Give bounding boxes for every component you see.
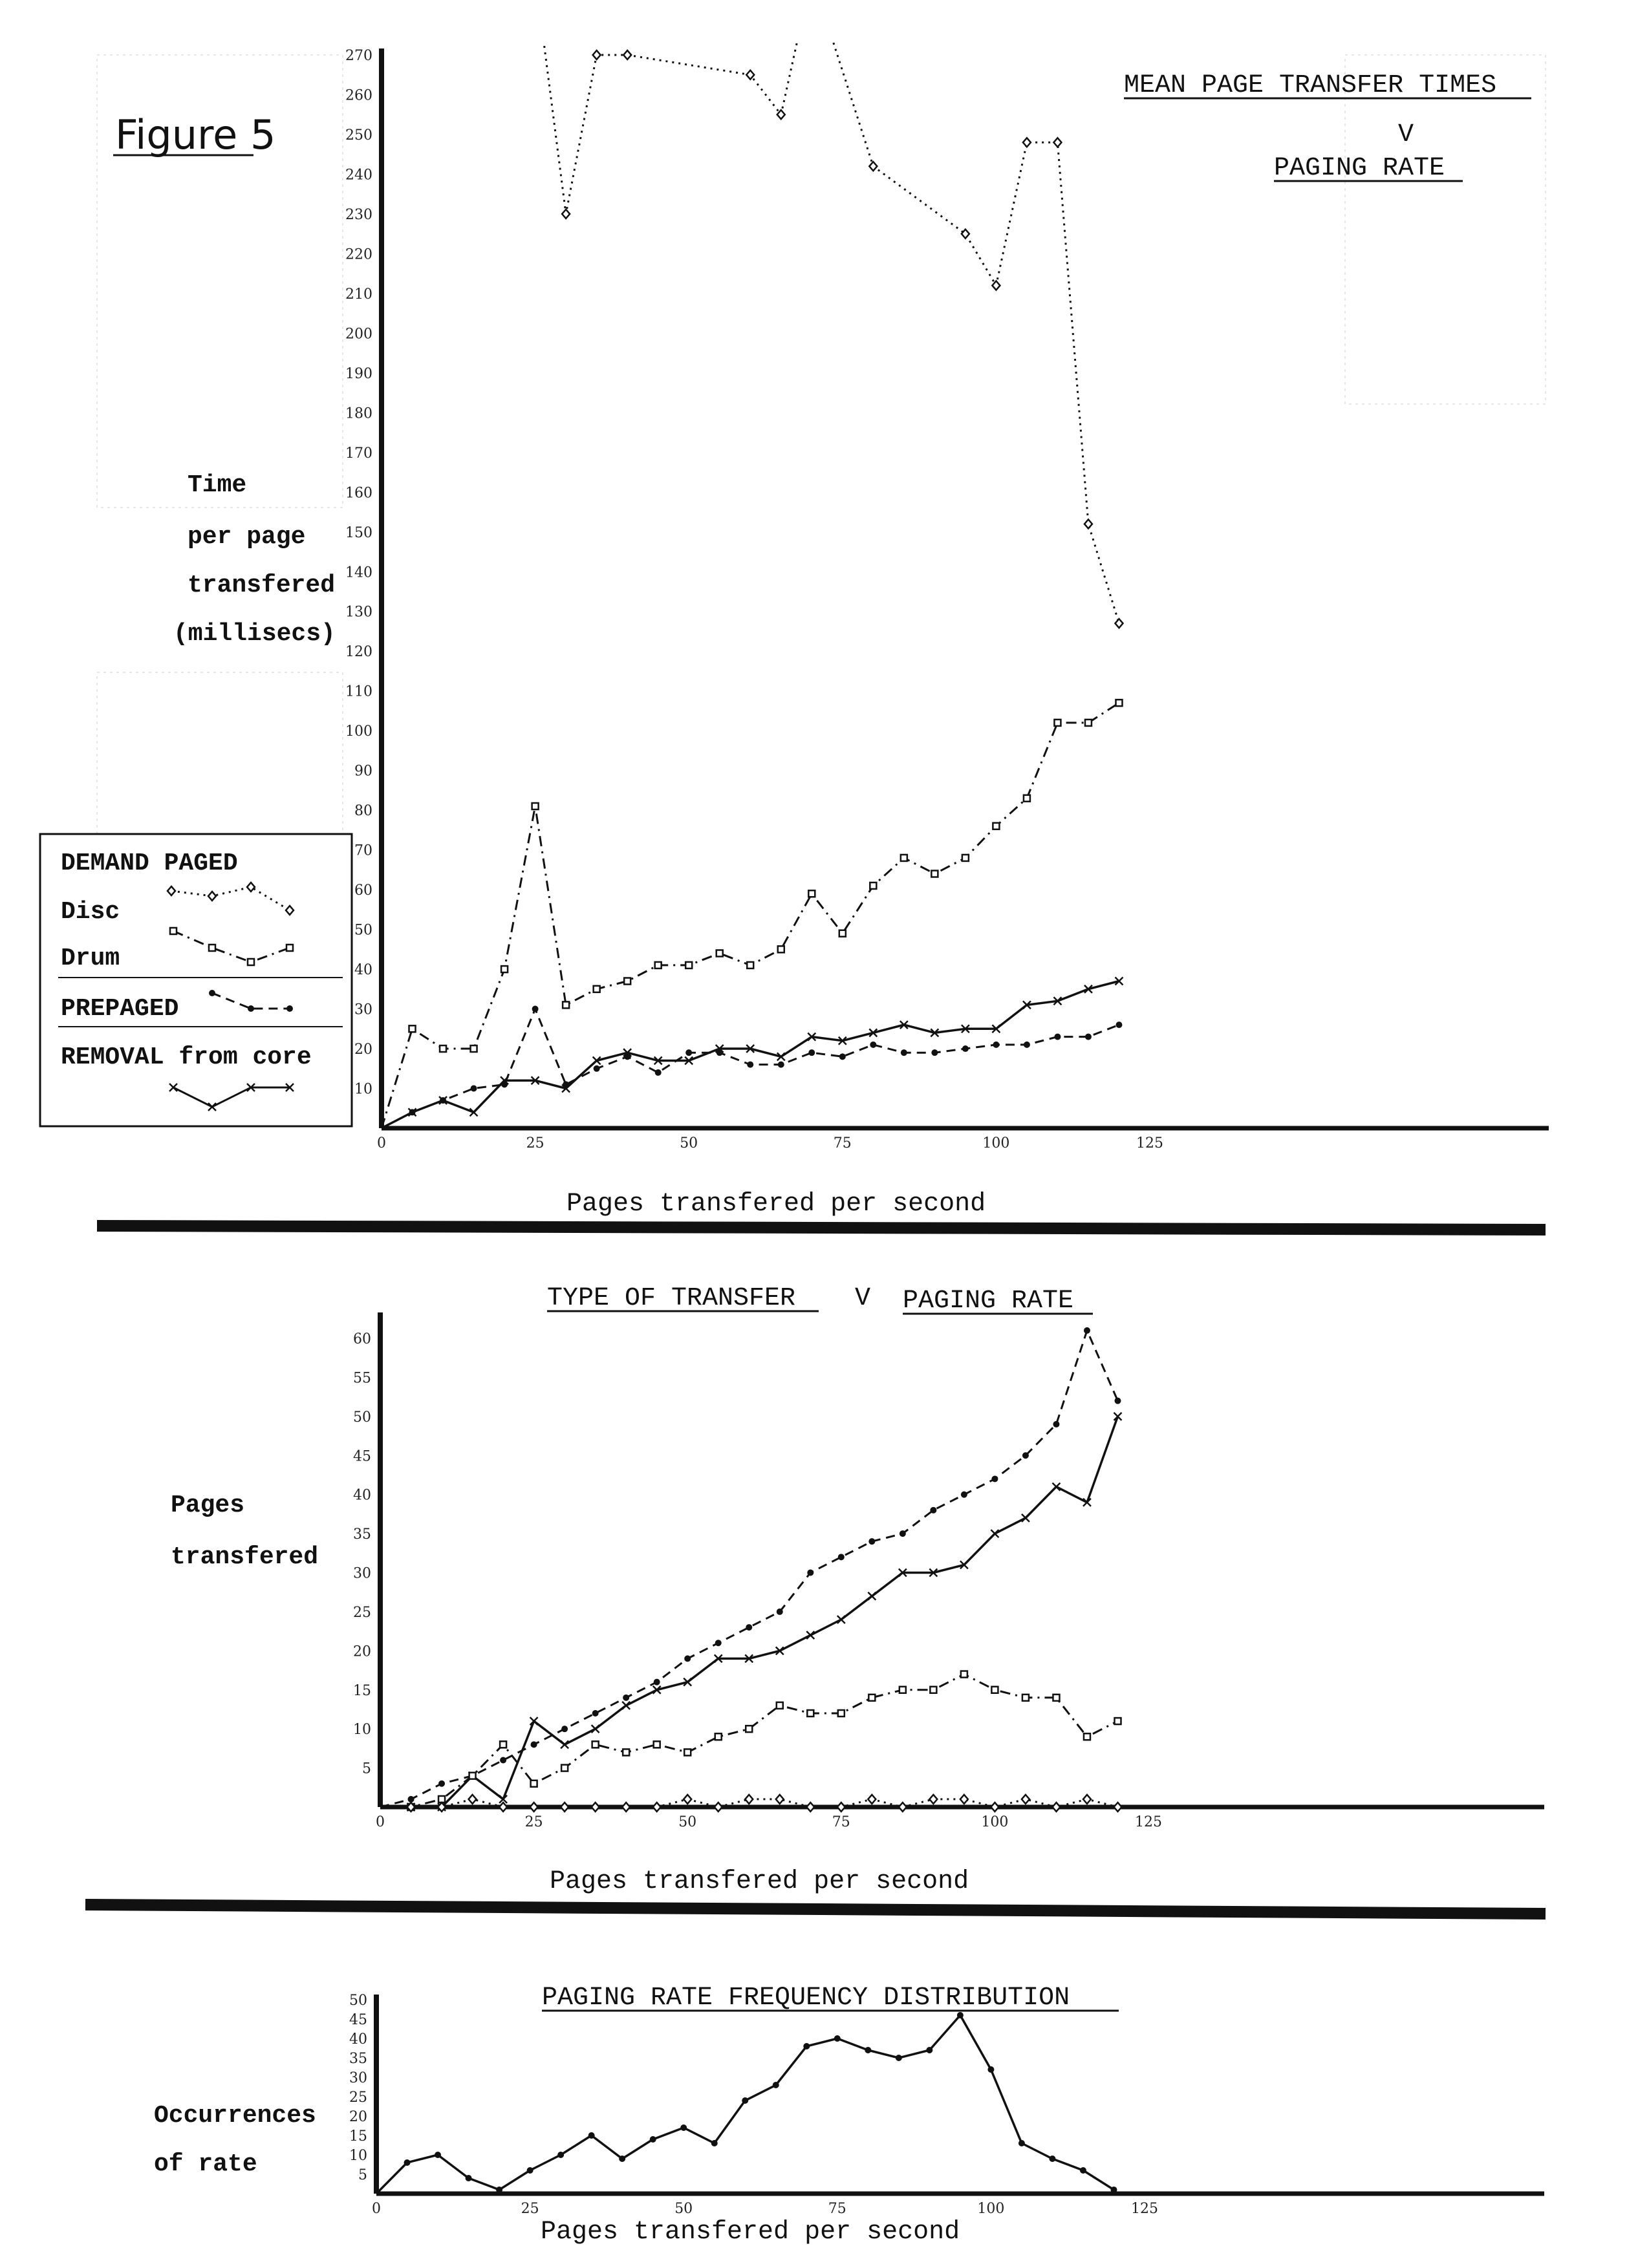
data-point (806, 1631, 814, 1639)
data-point (839, 930, 846, 937)
x-tick-label: 50 (674, 2201, 693, 2217)
data-point (1085, 1034, 1092, 1040)
y-tick-label: 50 (349, 1993, 367, 2009)
data-point (532, 1006, 539, 1012)
chart-frequency-distribution (154, 1984, 1544, 2247)
series-0 (535, 0, 1123, 628)
data-point (1053, 1421, 1059, 1428)
data-point (962, 855, 969, 861)
data-point (806, 1803, 814, 1812)
data-point (531, 1741, 537, 1748)
data-point (532, 803, 539, 809)
y-tick-label: 180 (345, 405, 372, 422)
y-tick-label: 50 (354, 922, 372, 939)
data-point (717, 950, 723, 956)
data-point (654, 1741, 660, 1748)
chart1-x-tick-labels (377, 1135, 1163, 1151)
data-point (1084, 1733, 1090, 1740)
data-point (930, 1687, 936, 1693)
data-point (684, 1655, 691, 1662)
divider-2 (85, 1905, 1546, 1914)
chart1-title-v: V (1398, 120, 1414, 149)
chart3-ylabel-line2: of rate (154, 2150, 257, 2178)
y-tick-label: 15 (353, 1682, 371, 1699)
series-0 (380, 1327, 1121, 1807)
data-point (839, 1053, 846, 1060)
x-tick-label: 125 (1135, 1814, 1162, 1830)
data-point (746, 1726, 752, 1732)
data-point (900, 1687, 906, 1693)
data-point (655, 962, 662, 968)
data-point (557, 2152, 564, 2158)
data-point (592, 1803, 599, 1812)
y-tick-label: 30 (349, 2070, 367, 2086)
y-tick-label: 80 (354, 803, 372, 820)
series-line (380, 1674, 1118, 1807)
chart1-series (382, 0, 1123, 1128)
x-tick-label: 100 (977, 2201, 1005, 2217)
data-point (1052, 1803, 1060, 1812)
chart2-ylabel-line2: transfered (171, 1543, 319, 1571)
y-tick-label: 50 (353, 1409, 371, 1426)
y-tick-label: 100 (345, 723, 372, 740)
series-0 (376, 2012, 1117, 2194)
y-tick-label: 25 (353, 1604, 371, 1621)
data-point (1024, 1042, 1030, 1048)
data-point (1018, 2140, 1025, 2146)
data-point (838, 1554, 845, 1560)
legend-sample-marker (209, 945, 215, 951)
data-point (870, 1042, 876, 1048)
y-tick-label: 20 (353, 1643, 371, 1660)
data-point (838, 1710, 845, 1717)
y-tick-label: 60 (354, 883, 372, 899)
series-line (380, 1417, 1118, 1807)
data-point (1080, 2167, 1086, 2174)
y-tick-label: 220 (345, 246, 372, 263)
data-point (561, 1740, 568, 1748)
data-point (929, 1795, 937, 1804)
data-point (803, 2043, 810, 2049)
series-line (535, 0, 1119, 623)
data-point (746, 70, 754, 80)
data-point (777, 1702, 783, 1709)
data-point (501, 966, 508, 972)
data-point (834, 2035, 841, 2042)
data-point (622, 1702, 630, 1709)
data-point (1024, 795, 1030, 802)
data-point (808, 890, 815, 897)
data-point (499, 1803, 507, 1812)
x-tick-label: 125 (1131, 2201, 1158, 2217)
data-point (563, 1001, 569, 1008)
data-point (471, 1086, 477, 1092)
chart2-x-tick-labels (376, 1814, 1162, 1830)
data-point (1110, 2187, 1117, 2193)
legend-sample-marker (209, 990, 215, 996)
data-point (404, 2159, 411, 2166)
series-1 (380, 1413, 1121, 1811)
chart1-ylabel-line3: transfered (188, 572, 336, 599)
data-point (745, 1795, 753, 1804)
chart3-x-tick-labels (372, 2201, 1158, 2217)
chart3-xlabel: Pages transfered per second (541, 2218, 960, 2247)
figure-label: Figure 5 (115, 111, 276, 158)
y-tick-label: 160 (345, 485, 372, 502)
data-point (1114, 1398, 1121, 1404)
data-point (653, 1803, 661, 1812)
data-point (1022, 1452, 1029, 1459)
legend-sample-marker (286, 945, 293, 951)
y-tick-label: 40 (354, 962, 372, 979)
data-point (778, 946, 784, 952)
y-tick-label: 270 (345, 48, 372, 64)
chart3-ylabel-line1: Occurrences (154, 2102, 316, 2130)
data-point (623, 50, 631, 59)
y-tick-label: 55 (353, 1370, 371, 1387)
y-tick-label: 40 (353, 1487, 371, 1504)
data-point (592, 1710, 599, 1717)
data-point (531, 1781, 537, 1787)
data-point (960, 1795, 968, 1804)
chart2-xlabel: Pages transfered per second (550, 1867, 969, 1896)
chart3-series (376, 2012, 1117, 2194)
data-point (623, 1749, 629, 1755)
data-point (1084, 519, 1092, 528)
y-tick-label: 210 (345, 286, 372, 303)
y-tick-label: 35 (353, 1526, 371, 1543)
y-tick-label: 190 (345, 365, 372, 382)
y-tick-label: 35 (349, 2051, 367, 2067)
chart3-title: PAGING RATE FREQUENCY DISTRIBUTION (542, 1984, 1070, 2013)
chart2-title: TYPE OF TRANSFER (547, 1284, 796, 1313)
y-tick-label: 150 (345, 524, 372, 541)
data-point (746, 1624, 752, 1631)
series-line (382, 1009, 1119, 1128)
data-point (1022, 1795, 1029, 1804)
y-tick-label: 5 (362, 1760, 371, 1777)
data-point (469, 1795, 477, 1804)
data-point (961, 1492, 967, 1498)
y-tick-label: 45 (353, 1448, 371, 1465)
series-3 (382, 978, 1123, 1128)
x-tick-label: 125 (1136, 1135, 1163, 1151)
chart1-title-sub: PAGING RATE (1274, 154, 1445, 183)
data-point (409, 1025, 416, 1032)
data-point (961, 1671, 967, 1678)
data-point (991, 1687, 998, 1693)
data-point (777, 1609, 783, 1615)
divider-1 (97, 1226, 1546, 1230)
legend-sample-marker (248, 1005, 254, 1012)
data-point (1115, 619, 1123, 628)
y-tick-label: 20 (349, 2109, 367, 2125)
data-point (592, 1741, 599, 1748)
y-tick-label: 45 (349, 2012, 367, 2028)
chart-type-of-transfer (171, 1284, 1544, 1896)
y-tick-label: 25 (349, 2090, 367, 2106)
data-point (778, 1062, 784, 1068)
chart2-title-v: V (855, 1284, 871, 1313)
data-point (496, 2187, 502, 2193)
legend-drum: Drum (61, 945, 120, 972)
x-tick-label: 100 (981, 1814, 1009, 1830)
data-point (957, 2012, 964, 2018)
data-point (808, 1049, 815, 1056)
x-tick-label: 0 (376, 1814, 385, 1830)
data-point (899, 1803, 907, 1812)
data-point (500, 1757, 506, 1764)
data-point (594, 986, 600, 992)
chart2-title-sub: PAGING RATE (903, 1287, 1074, 1316)
x-tick-label: 25 (526, 1135, 544, 1151)
chart1-title: MEAN PAGE TRANSFER TIMES (1124, 71, 1497, 100)
y-tick-label: 200 (345, 326, 372, 343)
data-point (654, 1679, 660, 1685)
data-point (747, 1062, 753, 1068)
data-point (561, 1726, 568, 1732)
data-point (837, 1616, 845, 1623)
y-tick-label: 15 (349, 2128, 367, 2145)
chart1-xlabel: Pages transfered per second (566, 1190, 986, 1219)
chart1-ylabel-line2: per page (188, 523, 306, 551)
chart1-legend (40, 834, 352, 1126)
legend-sample-marker (286, 1005, 293, 1012)
data-point (1083, 1795, 1091, 1804)
data-point (1116, 1022, 1122, 1028)
data-point (1114, 1718, 1121, 1724)
data-point (931, 1049, 938, 1056)
data-point (777, 110, 785, 119)
legend-sample-marker (248, 959, 254, 965)
data-point (868, 1695, 875, 1701)
data-point (868, 1538, 875, 1545)
y-tick-label: 130 (345, 604, 372, 621)
data-point (1116, 700, 1122, 706)
data-point (896, 2055, 902, 2061)
data-point (438, 1781, 445, 1787)
data-point (931, 871, 938, 877)
x-tick-label: 0 (372, 2201, 381, 2217)
data-point (684, 1749, 691, 1755)
legend-demand-paged: DEMAND PAGED (61, 850, 238, 877)
x-tick-label: 75 (828, 2201, 846, 2217)
x-tick-label: 25 (524, 1814, 543, 1830)
data-point (684, 1795, 691, 1804)
data-point (561, 1765, 568, 1771)
y-tick-label: 250 (345, 127, 372, 144)
y-tick-label: 240 (345, 167, 372, 184)
x-tick-label: 50 (678, 1814, 697, 1830)
data-point (715, 1640, 722, 1646)
legend-disc: Disc (61, 898, 120, 926)
series-line (376, 2015, 1114, 2194)
x-tick-label: 50 (680, 1135, 698, 1151)
data-point (992, 281, 1000, 290)
data-point (1084, 1327, 1090, 1334)
data-point (593, 50, 601, 59)
chart2-ylabel-line1: Pages (171, 1492, 245, 1519)
series-2 (382, 1006, 1122, 1128)
y-tick-label: 90 (354, 763, 372, 780)
data-point (623, 1695, 629, 1701)
data-point (1053, 138, 1061, 147)
data-point (869, 162, 877, 171)
x-tick-label: 75 (833, 1135, 852, 1151)
data-point (1022, 1514, 1029, 1522)
data-point (991, 1476, 998, 1482)
data-point (435, 2152, 441, 2158)
data-point (685, 962, 692, 968)
data-point (466, 2175, 472, 2181)
y-tick-label: 30 (354, 1001, 372, 1018)
data-point (865, 2047, 871, 2053)
data-point (747, 962, 753, 968)
y-tick-label: 40 (349, 2031, 367, 2048)
data-point (901, 1049, 907, 1056)
data-point (680, 2124, 687, 2131)
chart3-y-tick-labels (349, 1993, 367, 2183)
y-tick-label: 10 (354, 1081, 372, 1098)
data-point (1049, 2156, 1055, 2162)
x-tick-label: 25 (521, 2201, 539, 2217)
x-tick-label: 75 (832, 1814, 850, 1830)
data-point (469, 1773, 476, 1779)
data-point (870, 883, 876, 889)
y-tick-label: 140 (345, 564, 372, 581)
x-tick-label: 100 (982, 1135, 1010, 1151)
y-tick-label: 30 (353, 1565, 371, 1582)
data-point (900, 1530, 906, 1537)
data-point (594, 1065, 600, 1072)
data-point (530, 1803, 538, 1812)
data-point (711, 2140, 718, 2146)
x-tick-label: 0 (377, 1135, 386, 1151)
data-point (1085, 720, 1092, 726)
legend-sample-marker (170, 928, 177, 934)
data-point (993, 823, 999, 829)
data-point (901, 855, 907, 861)
data-point (500, 1741, 506, 1748)
data-point (650, 2136, 656, 2143)
data-point (962, 1045, 969, 1052)
chart2-y-tick-labels (353, 1331, 371, 1777)
data-point (926, 2047, 932, 2053)
data-point (471, 1045, 477, 1052)
data-point (991, 1530, 998, 1537)
chart2-series (380, 1327, 1121, 1812)
chart1-ylabel-line1: Time (188, 471, 247, 499)
data-point (1054, 720, 1061, 726)
data-point (588, 2132, 595, 2139)
chart1-ylabel-line4: (millisecs) (173, 620, 336, 648)
data-point (1053, 1695, 1059, 1701)
y-tick-label: 170 (345, 445, 372, 462)
data-point (807, 1710, 814, 1717)
data-point (1023, 138, 1031, 147)
data-point (685, 1049, 692, 1056)
y-tick-label: 70 (354, 842, 372, 859)
y-tick-label: 260 (345, 87, 372, 104)
data-point (562, 209, 570, 219)
data-point (773, 2082, 779, 2088)
data-point (987, 2066, 994, 2073)
data-point (655, 1069, 662, 1076)
data-point (742, 2097, 748, 2104)
y-tick-label: 230 (345, 206, 372, 223)
data-point (561, 1803, 568, 1812)
series-line (380, 1331, 1118, 1807)
data-point (619, 2156, 625, 2162)
data-point (776, 1795, 784, 1804)
data-point (592, 1725, 599, 1733)
y-tick-label: 60 (353, 1331, 371, 1347)
data-point (715, 1733, 722, 1740)
data-point (993, 1042, 999, 1048)
data-point (1114, 1803, 1121, 1812)
data-point (868, 1592, 876, 1600)
y-tick-label: 10 (349, 2148, 367, 2164)
y-tick-label: 5 (358, 2167, 367, 2183)
legend-box (40, 834, 352, 1126)
chart-transfer-times (40, 0, 1549, 1219)
data-point (1022, 1695, 1029, 1701)
legend-removal: REMOVAL from core (61, 1043, 312, 1071)
y-tick-label: 110 (345, 683, 372, 700)
data-point (930, 1507, 936, 1514)
data-point (527, 2167, 534, 2174)
y-tick-label: 120 (345, 644, 372, 661)
y-tick-label: 20 (354, 1042, 372, 1058)
data-point (624, 978, 630, 985)
data-point (807, 1570, 814, 1576)
data-point (837, 1803, 845, 1812)
data-point (991, 1803, 998, 1812)
data-point (868, 1795, 876, 1804)
data-point (715, 1803, 722, 1812)
y-tick-label: 10 (353, 1722, 371, 1738)
data-point (440, 1045, 446, 1052)
data-point (1052, 1483, 1060, 1491)
legend-prepaged: PREPAGED (61, 995, 179, 1023)
data-point (622, 1803, 630, 1812)
data-point (1054, 1034, 1061, 1040)
